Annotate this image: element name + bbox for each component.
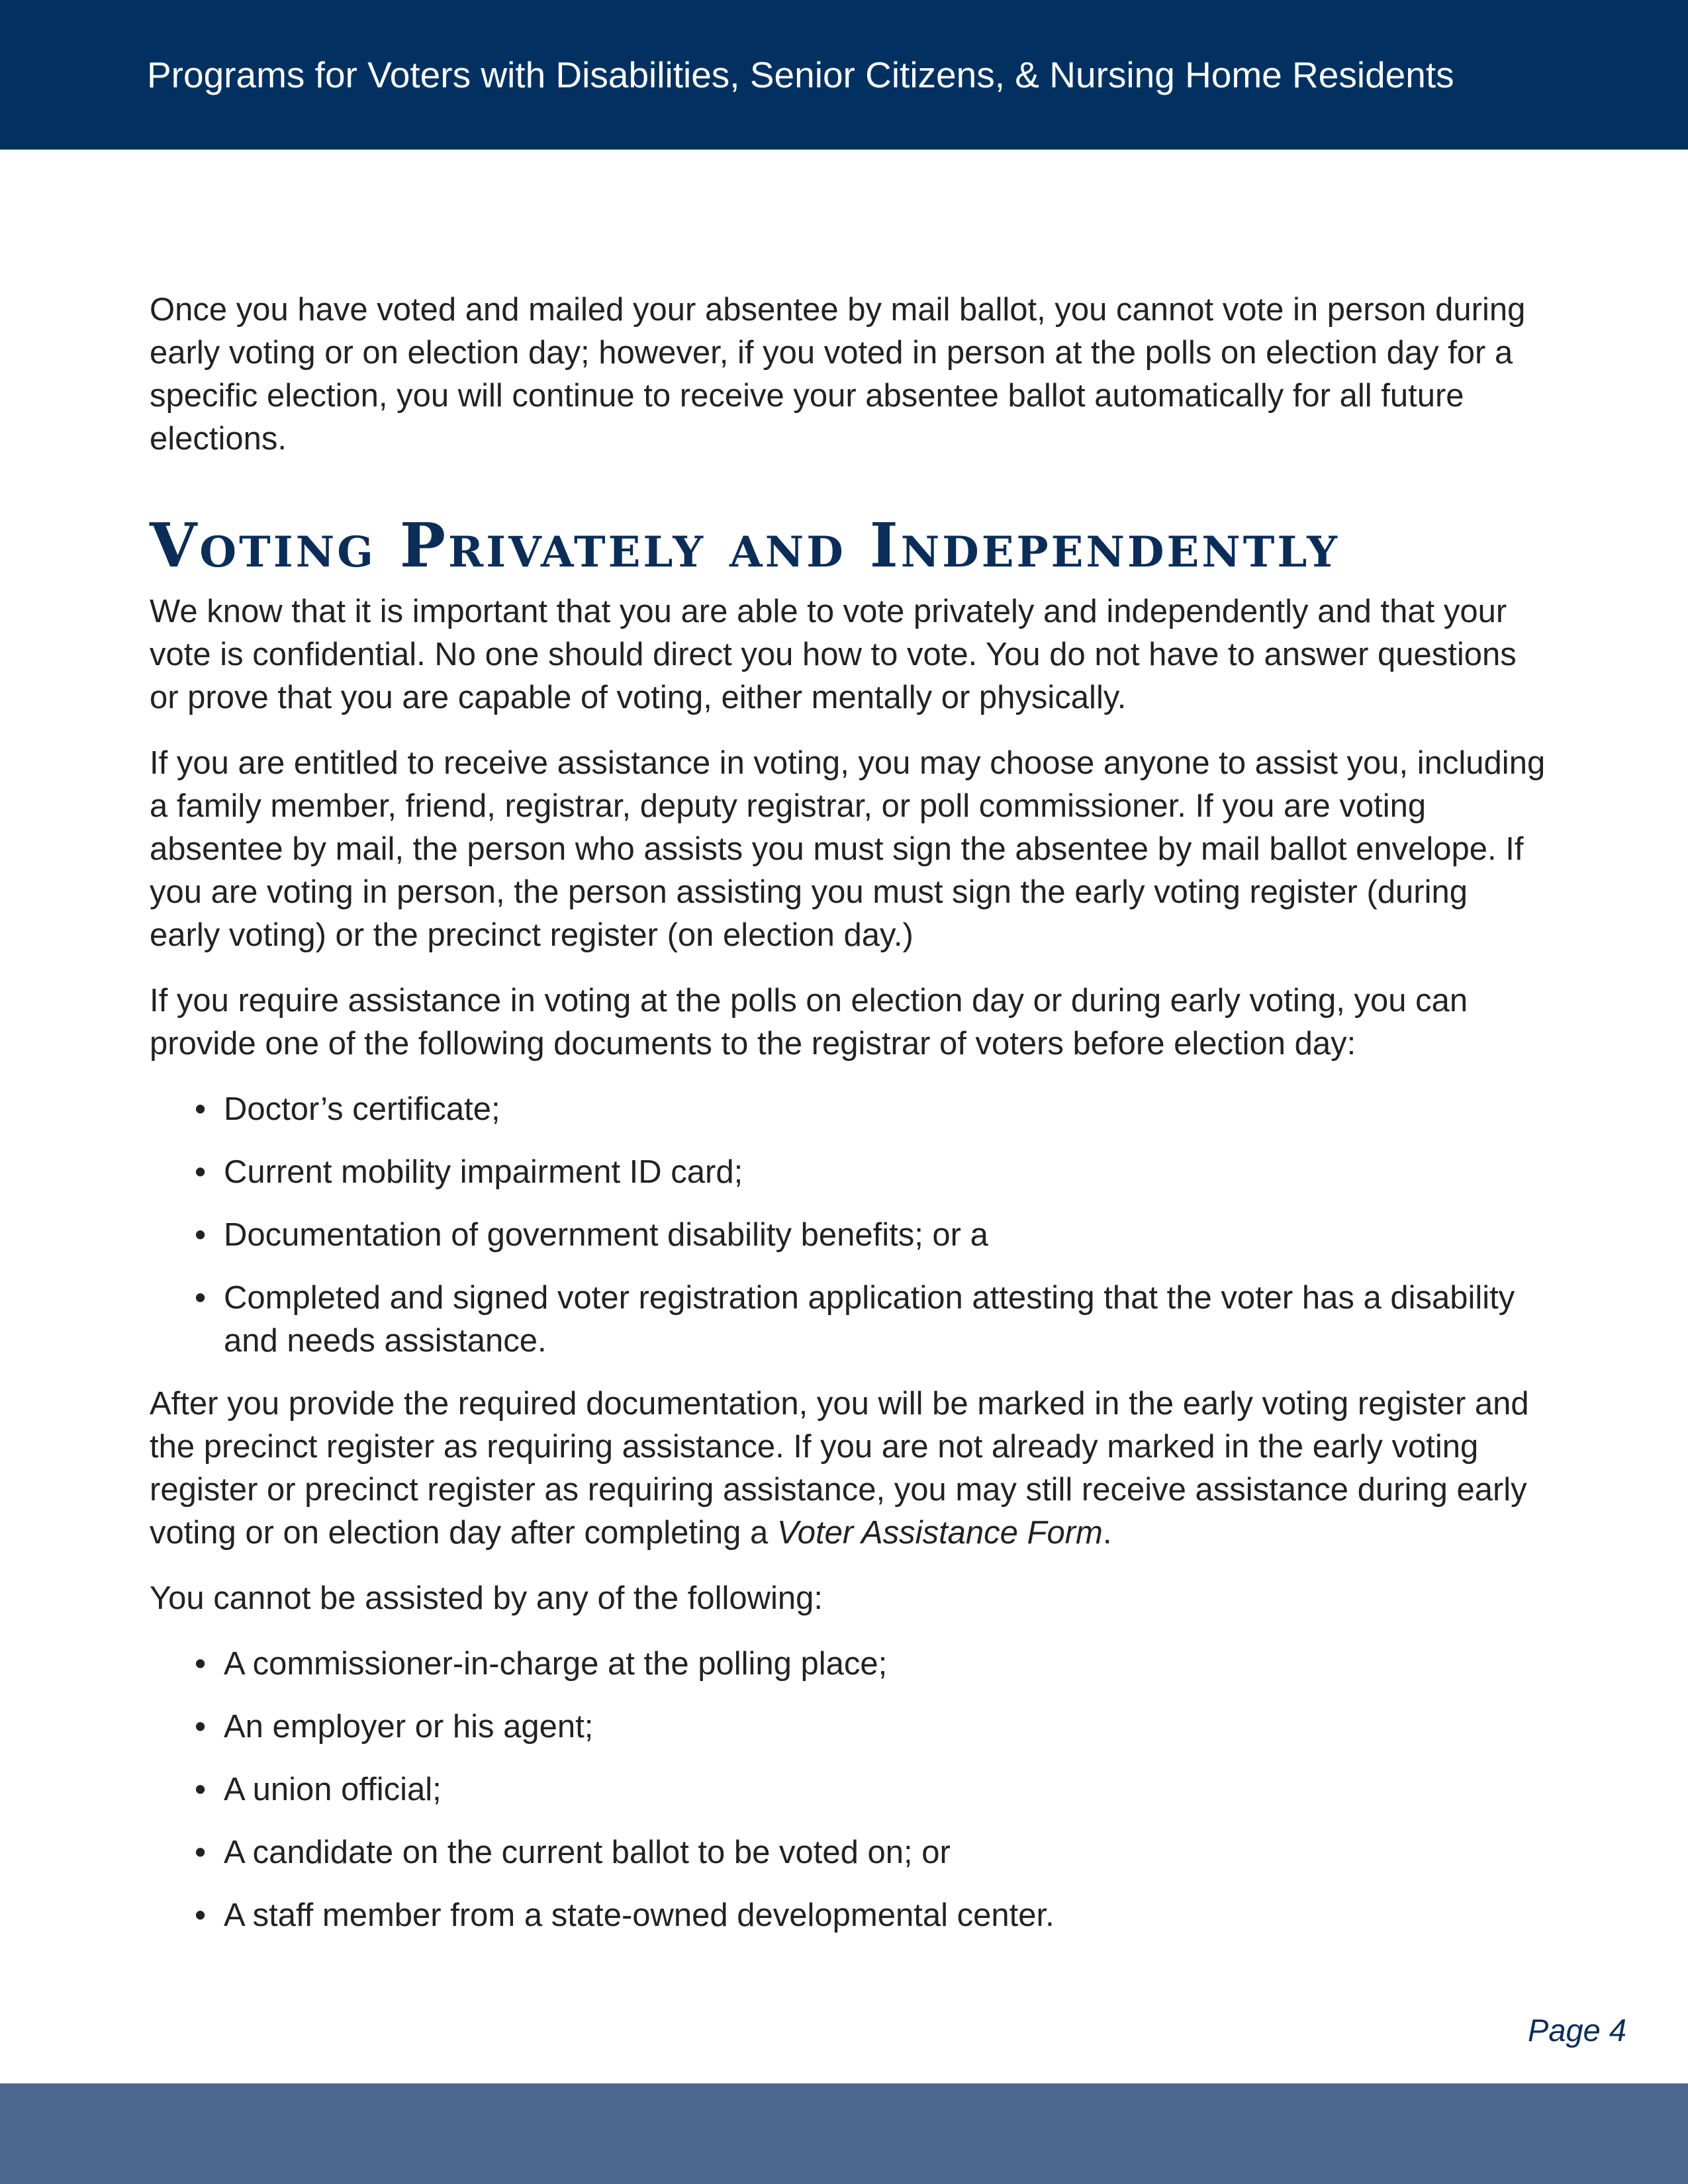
documents-list (150, 1088, 1546, 1363)
list-item-text: Documentation of government disability benefits; or a (224, 1217, 988, 1253)
excluded-intro-paragraph: You cannot be assisted by any of the following: (150, 1580, 823, 1616)
privacy-paragraph: We know that it is important that you are able to vote privately and independently and that your vote is confidential. No one should direct you how to vote. You do not have to answer questions or prove that you are capable of voting, either mentally or physically. (150, 594, 1517, 715)
list-item-text: An employer or his agent; (224, 1709, 594, 1745)
bullet-icon: • (195, 1772, 207, 1807)
list-item-text: Completed and signed voter registration application attesting that the voter has a disability and needs assistance. (224, 1280, 1515, 1359)
bullet-icon: • (195, 1154, 207, 1190)
excluded-assistants-list (150, 1643, 1546, 1937)
bullet-icon: • (195, 1709, 207, 1745)
header-title: Programs for Voters with Disabilities, Senior Citizens, & Nursing Home Residents (147, 54, 1454, 95)
list-item (150, 1768, 1546, 1811)
footer-band (0, 2083, 1688, 2184)
list-item-text: A candidate on the current ballot to be voted on; or (224, 1835, 951, 1870)
bullet-icon: • (195, 1897, 207, 1933)
header-banner (0, 0, 1688, 150)
intro-paragraph: Once you have voted and mailed your absentee by mail ballot, you cannot vote in person during early voting or on election day; however, if you voted in person at the polls on election day for a specific election, you will continue to receive your absentee ballot automatically for all future elections. (150, 292, 1526, 457)
assistance-choice-paragraph: If you are entitled to receive assistance in voting, you may choose anyone to assist you, including a family member, friend, registrar, deputy registrar, or poll commissioner. If you are voting absentee by mail, the person who assists you must sign the absentee by mail ballot envelope. If you are voting in person, the person assisting you must sign the early voting register (during early voting) or the precinct register (on election day.) (150, 745, 1546, 953)
bullet-icon: • (195, 1835, 207, 1870)
page-number: Page 4 (1528, 2013, 1626, 2048)
list-item (150, 1088, 1546, 1131)
documents-intro-paragraph: If you require assistance in voting at the polls on election day or during early voting, you can provide one of the following documents to the registrar of voters before election day: (150, 983, 1468, 1062)
documentation-text: After you provide the required documentation, you will be marked in the early voting register and the precinct register as requiring assistance. If you are not already marked in the early voting register or precinct register as requiring assistance, you may still receive assistance during early voting or on election day after completing a (150, 1386, 1529, 1551)
main-content (150, 289, 1546, 1957)
bullet-icon: • (195, 1280, 207, 1316)
documentation-paragraph (150, 1383, 1546, 1555)
list-item (150, 1706, 1546, 1749)
list-item (150, 1831, 1546, 1874)
list-item (150, 1643, 1546, 1686)
bullet-icon: • (195, 1217, 207, 1253)
voter-assistance-form-name: Voter Assistance Form (776, 1515, 1103, 1551)
list-item (150, 1894, 1546, 1937)
list-item-text: A union official; (224, 1772, 442, 1807)
list-item (150, 1151, 1546, 1194)
list-item (150, 1277, 1546, 1363)
list-item-text: Current mobility impairment ID card; (224, 1154, 743, 1190)
list-item-text: Doctor’s certificate; (224, 1091, 500, 1127)
section-heading: Voting Privately and Independently (150, 510, 1340, 581)
documentation-end: . (1102, 1515, 1112, 1551)
list-item (150, 1214, 1546, 1257)
list-item-text: A commissioner-in-charge at the polling place; (224, 1646, 888, 1682)
bullet-icon: • (195, 1646, 207, 1682)
list-item-text: A staff member from a state-owned developmental center. (224, 1897, 1055, 1933)
bullet-icon: • (195, 1091, 207, 1127)
